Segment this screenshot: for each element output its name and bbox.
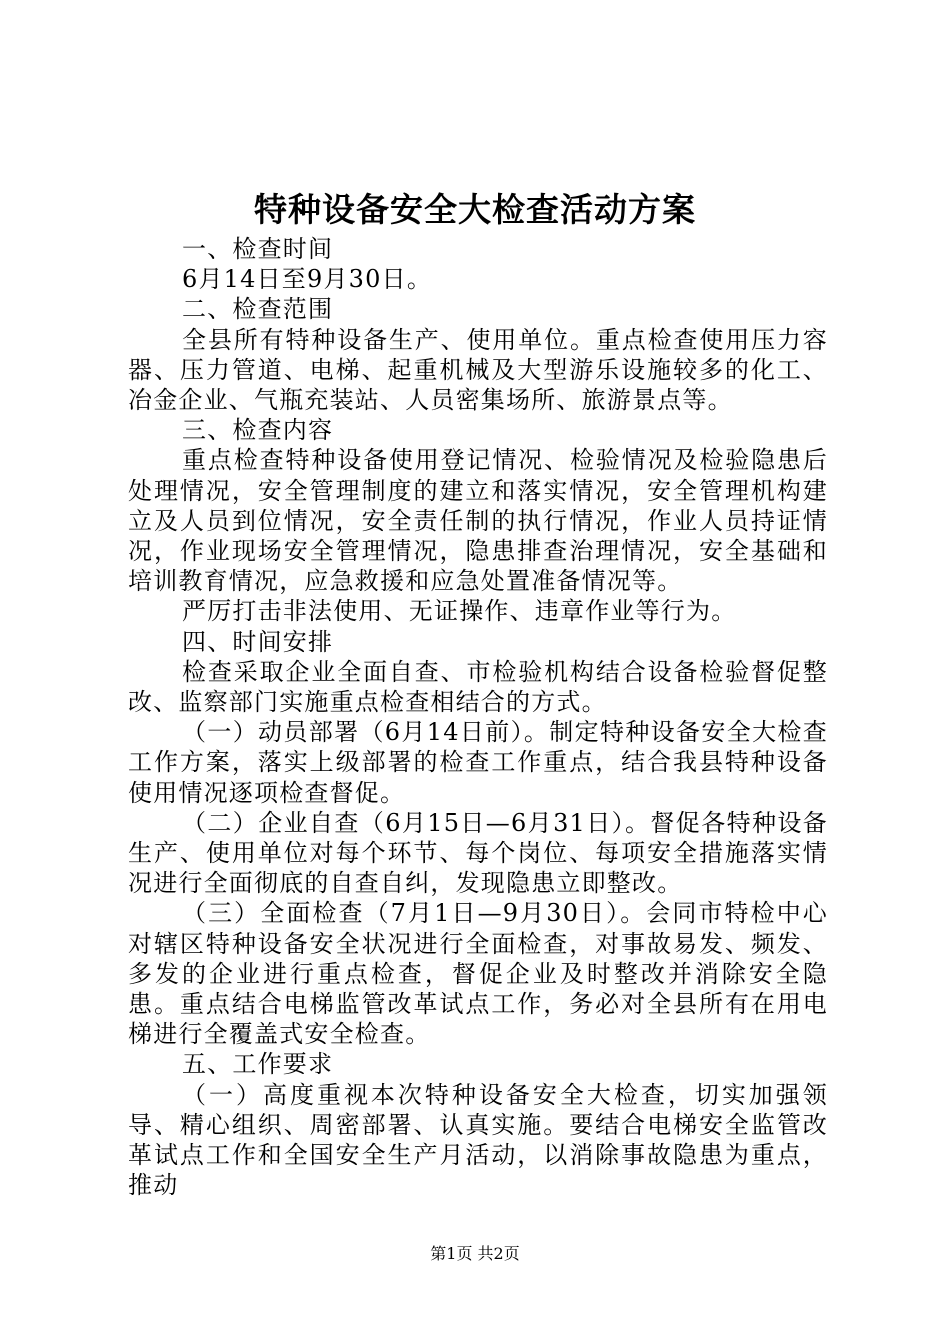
- section-heading-inspection-scope: 二、检查范围: [182, 295, 334, 324]
- page-number-footer: 第1页 共2页: [430, 1244, 520, 1263]
- section-heading-requirements: 五、工作要求: [182, 1050, 334, 1079]
- paragraph-requirement-1: （一）高度重视本次特种设备安全大检查，切实加强领导、精心组织、周密部署、认真实施。要结合电梯安全监管改革试点工作和全国安全生产月活动，以消除事故隐患为重点，推动: [128, 1080, 828, 1200]
- section-heading-schedule: 四、时间安排: [182, 627, 334, 656]
- section-heading-inspection-time: 一、检查时间: [182, 235, 334, 263]
- paragraph-inspection-content: 重点检查特种设备使用登记情况、检验情况及检验隐患后处理情况，安全管理制度的建立和落实情况，安全管理机构建立及人员到位情况，安全责任制的执行情况，作业人员持证情况，作业现场安全管理情况，隐患排查治理情况，安全基础和培训教育情况，应急救援和应急处置准备情况等。: [128, 446, 828, 596]
- paragraph-inspection-dates: 6月14日至9月30日。: [182, 265, 433, 294]
- paragraph-schedule-phase-1: （一）动员部署（6月14日前）。制定特种设备安全大检查工作方案，落实上级部署的检查工作重点，结合我县特种设备使用情况逐项检查督促。: [128, 718, 828, 807]
- document-title: 特种设备安全大检查活动方案: [254, 190, 696, 229]
- paragraph-crackdown: 严厉打击非法使用、无证操作、违章作业等行为。: [182, 597, 737, 626]
- section-heading-inspection-content: 三、检查内容: [182, 416, 334, 445]
- paragraph-schedule-phase-2: （二）企业自查（6月15日—6月31日）。督促各特种设备生产、使用单位对每个环节、每个岗位、每项安全措施落实情况进行全面彻底的自查自纠，发现隐患立即整改。: [128, 808, 828, 898]
- paragraph-schedule-phase-3: （三）全面检查（7月1日—9月30日）。会同市特检中心对辖区特种设备安全状况进行全面检查，对事故易发、频发、多发的企业进行重点检查，督促企业及时整改并消除安全隐患。重点结合电梯监管改革试点工作，务必对全县所有在用电梯进行全覆盖式安全检查。: [128, 899, 828, 1049]
- document-body: [128, 234, 828, 1201]
- paragraph-schedule-method: 检查采取企业全面自查、市检验机构结合设备检验督促整改、监察部门实施重点检查相结合的方式。: [128, 657, 828, 717]
- paragraph-inspection-scope: 全县所有特种设备生产、使用单位。重点检查使用压力容器、压力管道、电梯、起重机械及大型游乐设施较多的化工、冶金企业、气瓶充装站、人员密集场所、旅游景点等。: [128, 325, 828, 415]
